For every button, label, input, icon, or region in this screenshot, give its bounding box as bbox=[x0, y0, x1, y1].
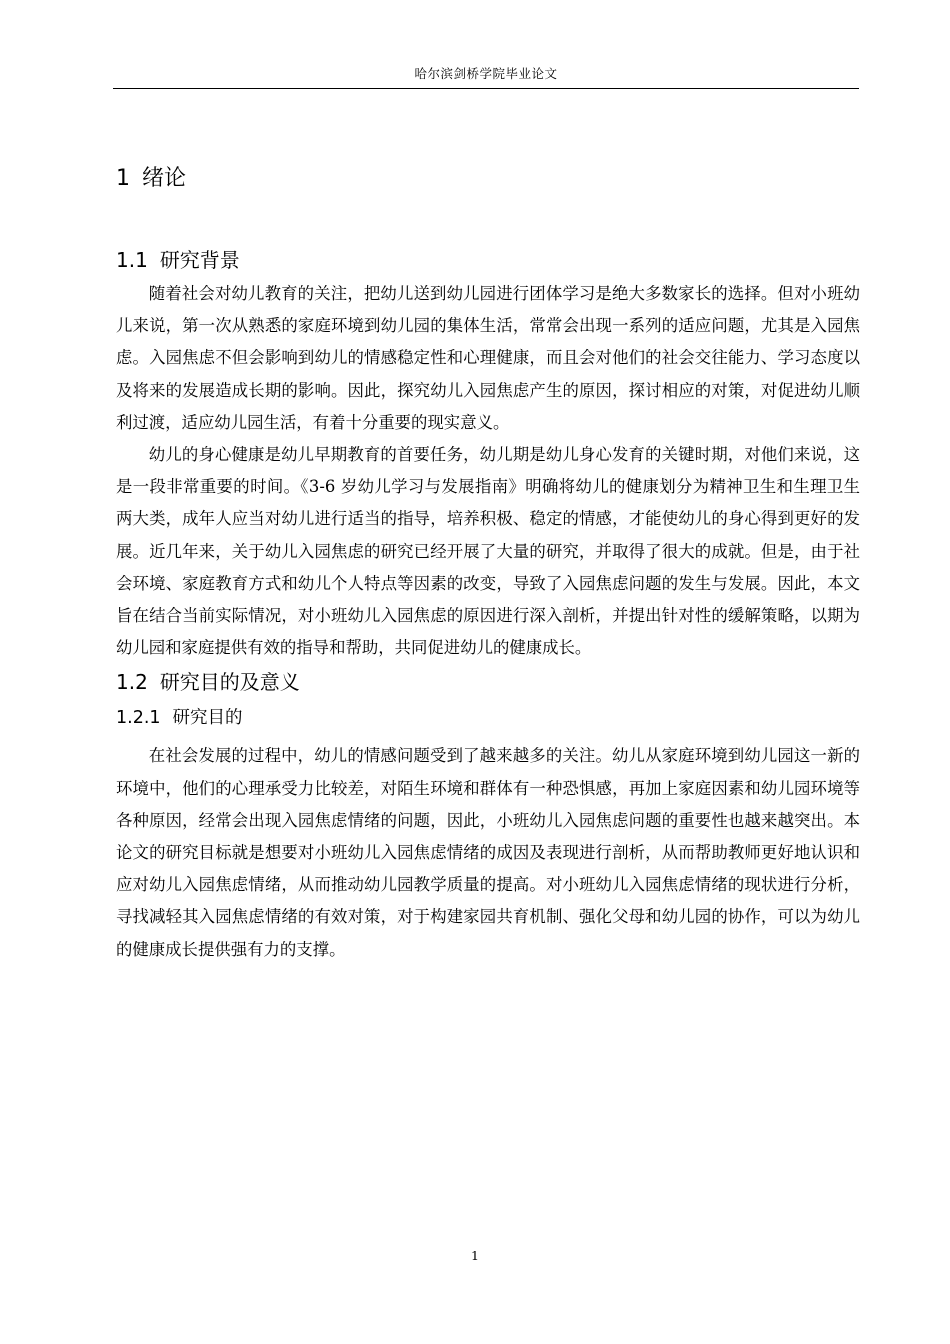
paragraph: 幼儿的身心健康是幼儿早期教育的首要任务，幼儿期是幼儿身心发育的关键时期，对他们来说，这是一段非常重要的时间。《3-6 岁幼儿学习与发展指南》明确将幼儿的健康划分为精神卫生和生理卫生两大类，成年人应当对幼儿进行适当的指导，培养积极、稳定的情感，才能使幼儿的身心得到更好的发展。近几年来，关于幼儿入园焦虑的研究已经开展了大量的研究，并取得了很大的成就。但是，由于社会环境、家庭教育方式和幼儿个人特点等因素的改变，导致了入园焦虑问题的发生与发展。因此，本文旨在结合当前实际情况，对小班幼儿入园焦虑的原因进行深入剖析，并提出针对性的缓解策略，以期为幼儿园和家庭提供有效的指导和帮助，共同促进幼儿的健康成长。 bbox=[116, 445, 860, 658]
section-number: 1.1 bbox=[116, 248, 148, 272]
page-number: 1 bbox=[471, 1248, 479, 1263]
paragraph: 随着社会对幼儿教育的关注，把幼儿送到幼儿园进行团体学习是绝大多数家长的选择。但对小班幼儿来说，第一次从熟悉的家庭环境到幼儿园的集体生活，常常会出现一系列的适应问题，尤其是入园焦虑。入园焦虑不但会影响到幼儿的情感稳定性和心理健康，而且会对他们的社会交往能力、学习态度以及将来的发展造成长期的影响。因此，探究幼儿入园焦虑产生的原因，探讨相应的对策，对促进幼儿顺利过渡，适应幼儿园生活，有着十分重要的现实意义。 bbox=[116, 284, 860, 432]
paragraph: 在社会发展的过程中，幼儿的情感问题受到了越来越多的关注。幼儿从家庭环境到幼儿园这一新的环境中，他们的心理承受力比较差，对陌生环境和群体有一种恐惧感，再加上家庭因素和幼儿园环境等各种原因，经常会出现入园焦虑情绪的问题，因此，小班幼儿入园焦虑问题的重要性也越来越突出。本论文的研究目标就是想要对小班幼儿入园焦虑情绪的成因及表现进行剖析，从而帮助教师更好地认识和应对幼儿入园焦虑情绪，从而推动幼儿园教学质量的提高。对小班幼儿入园焦虑情绪的现状进行分析，寻找减轻其入园焦虑情绪的有效对策，对于构建家园共育机制、强化父母和幼儿园的协作，可以为幼儿的健康成长提供强有力的支撑。 bbox=[116, 746, 860, 959]
section-title: 研究目的及意义 bbox=[159, 670, 300, 695]
subsection-heading-1-2-1 bbox=[116, 702, 860, 734]
subsection-title: 研究目的 bbox=[172, 708, 243, 729]
page-body bbox=[116, 150, 860, 966]
running-header: 哈尔滨剑桥学院毕业论文 bbox=[113, 60, 859, 89]
section-heading-1-1 bbox=[116, 244, 860, 276]
chapter-heading bbox=[116, 164, 860, 194]
chapter-title: 绪论 bbox=[142, 166, 187, 191]
section-heading-1-2 bbox=[116, 666, 860, 698]
section-number: 1.2 bbox=[116, 670, 148, 695]
section-title: 研究背景 bbox=[159, 248, 240, 272]
chapter-number: 1 bbox=[116, 166, 130, 191]
subsection-number: 1.2.1 bbox=[116, 708, 161, 729]
